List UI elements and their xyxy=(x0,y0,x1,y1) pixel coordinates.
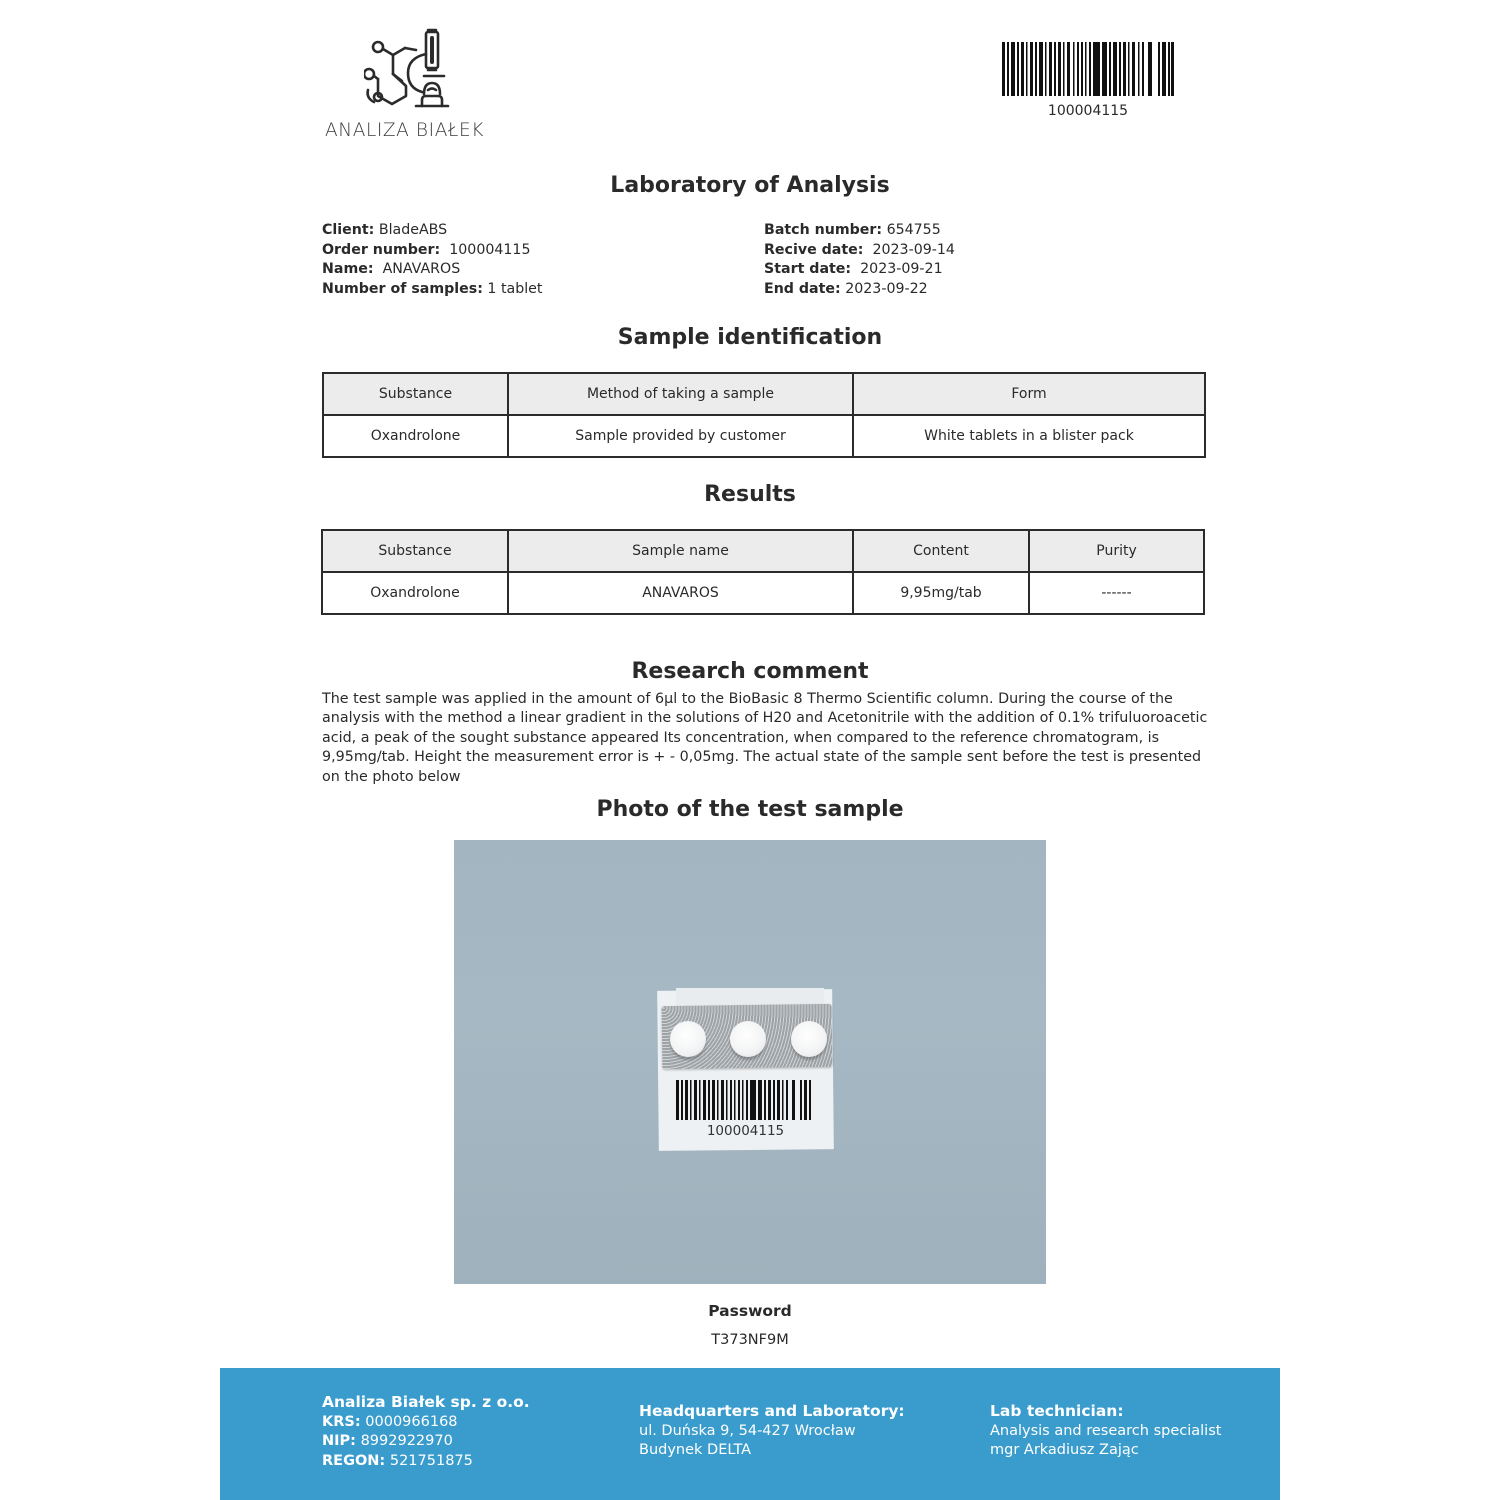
logo-text: ANALIZA BIAŁEK xyxy=(325,120,484,141)
column-header: Substance xyxy=(323,373,508,415)
page-title: Laboratory of Analysis xyxy=(610,173,890,198)
column-header: Sample name xyxy=(508,530,853,572)
info-right xyxy=(764,221,955,299)
lab-molecule-microscope-icon xyxy=(364,28,460,114)
photo-heading: Photo of the test sample xyxy=(596,797,904,822)
company-logo xyxy=(322,28,502,148)
column-header: Substance xyxy=(322,530,508,572)
info-client: Client: BladeABS xyxy=(322,222,448,238)
tablet xyxy=(670,1021,706,1057)
table-header-row xyxy=(322,530,1204,572)
sample-photo xyxy=(454,840,1046,1284)
footer-technician xyxy=(990,1402,1221,1461)
table-cell: White tablets in a blister pack xyxy=(853,415,1205,457)
barcode-icon xyxy=(1002,42,1174,96)
company-krs: KRS: 0000966168 xyxy=(322,1413,458,1430)
table-header-row xyxy=(323,373,1205,415)
barcode-number: 100004115 xyxy=(1047,103,1129,119)
headquarters-title: Headquarters and Laboratory: xyxy=(639,1402,905,1420)
company-regon: REGON: 521751875 xyxy=(322,1452,473,1469)
table-cell: 9,95mg/tab xyxy=(853,572,1029,614)
research-comment-text: The test sample was applied in the amount of 6μl to the BioBasic 8 Thermo Scientific column. During the course of the analysis with the method a linear gradient in the solutions of H20 and Acetonitrile with the addition of 0.1% trifuluoroacetic acid, a peak of the sought substance appeared Its concentration, when compared to the reference chromatogram, is 9,95mg/tab. Height the measurement error is + - 0,05mg. The actual state of the sample sent before the test is presented on the photo below xyxy=(322,691,1208,785)
sample-identification-table xyxy=(322,372,1206,458)
password-label: Password xyxy=(708,1302,792,1320)
column-header: Purity xyxy=(1029,530,1204,572)
research-comment-heading: Research comment xyxy=(631,659,869,684)
column-header: Form xyxy=(853,373,1205,415)
footer xyxy=(220,1368,1280,1500)
info-end-date: End date: 2023-09-22 xyxy=(764,280,928,297)
results-table xyxy=(321,529,1205,615)
headquarters-address: ul. Duńska 9, 54-427 Wrocław xyxy=(639,1422,856,1439)
technician-name: mgr Arkadiusz Zając xyxy=(990,1442,1139,1458)
headquarters-building: Budynek DELTA xyxy=(639,1442,752,1458)
table-cell: ANAVAROS xyxy=(508,572,853,614)
info-receive-date: Recive date: 2023-09-14 xyxy=(764,241,955,258)
info-batch-number: Batch number: 654755 xyxy=(764,222,941,238)
password-value: T373NF9M xyxy=(711,1332,789,1348)
photo-barcode-icon xyxy=(676,1080,814,1120)
photo-barcode-number: 100004115 xyxy=(706,1123,785,1139)
tablet xyxy=(730,1021,766,1057)
table-row xyxy=(323,415,1205,457)
technician-title: Lab technician: xyxy=(990,1402,1124,1420)
info-start-date: Start date: 2023-09-21 xyxy=(764,261,943,277)
sample-identification-heading: Sample identification xyxy=(617,325,883,350)
table-cell: ------ xyxy=(1029,572,1204,614)
technician-role: Analysis and research specialist xyxy=(990,1422,1222,1439)
table-cell: Oxandrolone xyxy=(323,415,508,457)
column-header: Content xyxy=(853,530,1029,572)
footer-headquarters xyxy=(639,1402,905,1461)
info-left xyxy=(322,221,542,299)
table-cell: Oxandrolone xyxy=(322,572,508,614)
table-row xyxy=(322,572,1204,614)
column-header: Method of taking a sample xyxy=(508,373,853,415)
company-name: Analiza Białek sp. z o.o. xyxy=(322,1393,530,1411)
info-number-of-samples: Number of samples: 1 tablet xyxy=(322,280,543,297)
tablet xyxy=(791,1021,827,1057)
results-heading: Results xyxy=(704,482,796,507)
company-nip: NIP: 8992922970 xyxy=(322,1433,453,1449)
table-cell: Sample provided by customer xyxy=(508,415,853,457)
info-order-number: Order number: 100004115 xyxy=(322,241,531,258)
footer-company xyxy=(322,1393,530,1471)
info-name: Name: ANAVAROS xyxy=(322,261,461,277)
